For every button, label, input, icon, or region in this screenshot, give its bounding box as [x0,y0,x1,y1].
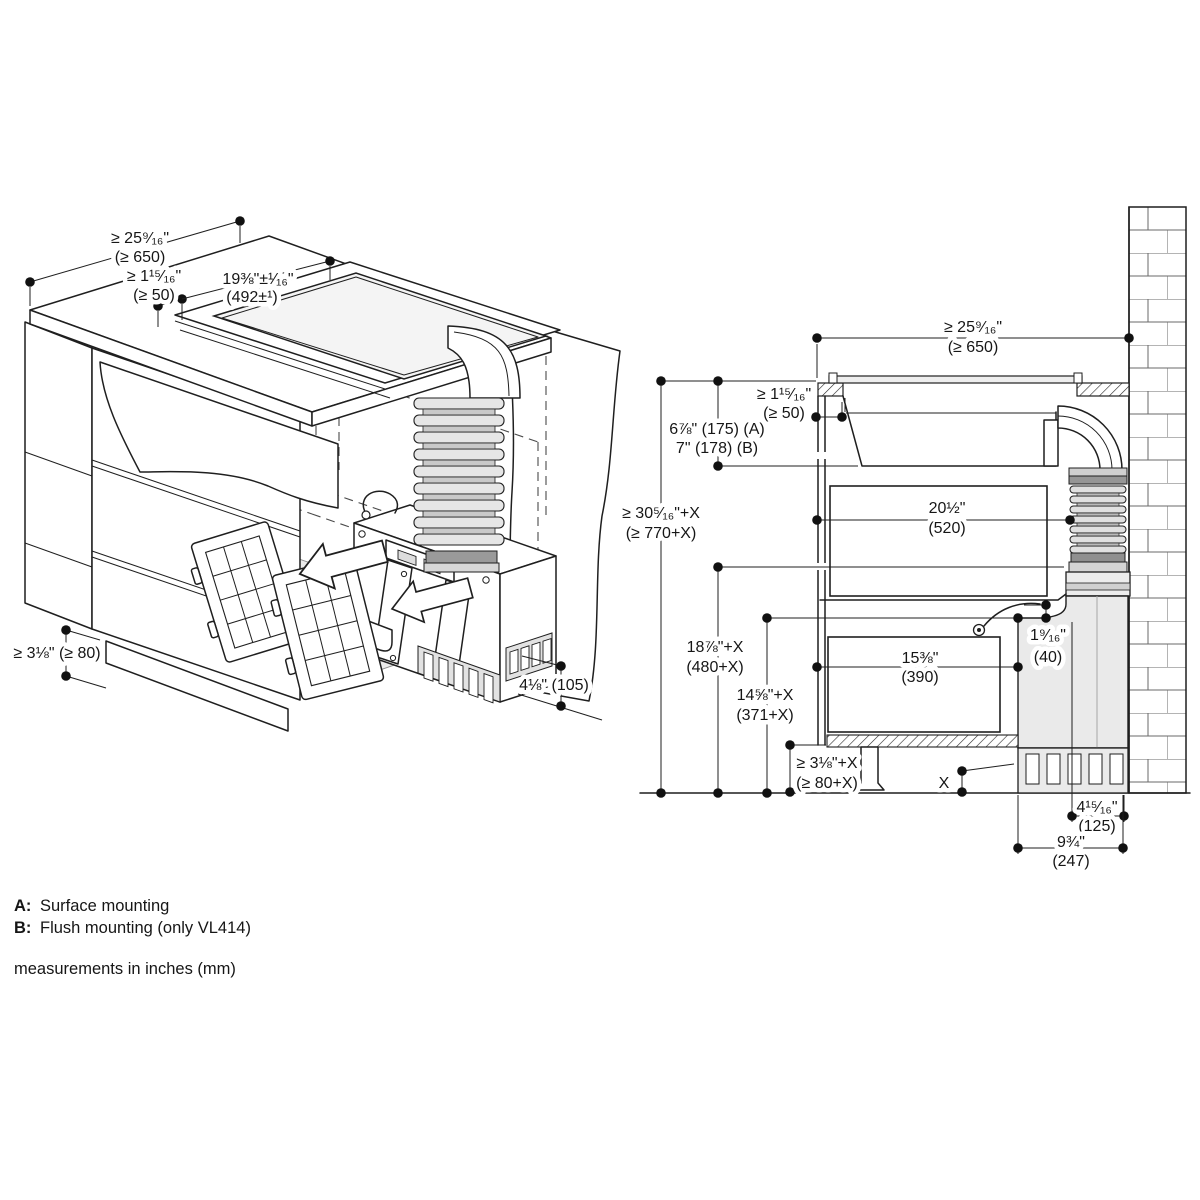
dim-rear-distance-mm: (≥ 50) [763,405,805,422]
dim-height-480-mm: (480+X) [686,659,744,676]
legend [14,897,251,978]
dim-mounting-depth-b: 7" (178) (B) [675,440,759,457]
duct-elbow-section [1058,406,1127,484]
legend-b-label: Flush mounting (only VL414) [40,919,251,937]
dim-plinth-height: ≥ 3⅛" (≥ 80) [13,645,101,662]
duct-channel [1018,596,1128,748]
flex-duct-section [1066,486,1130,596]
dim-height-480-in: 18⅞"+X [686,639,744,656]
dim-mounting-depth-a: 6⅞" (175) (A) [669,421,765,438]
dim-rear-distance-mm: (≥ 50) [133,287,175,304]
legend-b-key: B: [14,919,32,937]
dim-height-371-mm: (371+X) [736,707,794,724]
plinth-vent-grille [1018,748,1128,793]
dim-rear-distance-in: ≥ 1¹⁵⁄₁₆" [756,386,812,403]
dim-cutout-depth-mm: (492±¹) [226,289,278,306]
dim-plinth-height-in: ≥ 3⅛"+X [796,755,858,772]
dim-counter-depth-mm: (≥ 650) [947,339,999,356]
dim-total-height-mm: (≥ 770+X) [625,525,697,542]
dim-lower-clearance-mm: (390) [901,669,939,686]
brick-wall [1129,207,1186,793]
legend-a-key: A: [14,897,32,915]
cabinet-front-panel [814,396,828,745]
dim-counter-depth-in: ≥ 25⁹⁄₁₆" [110,230,170,247]
dim-duct-gap-mm: (40) [1033,649,1063,666]
cooktop-body [843,396,1058,466]
dim-lower-clearance-in: 15⅜" [901,650,939,667]
dim-outlet-height: 4⅛" (105) [519,677,589,694]
dim-cutout-depth-in: 19⅜"±¹⁄₁₆" [222,271,294,288]
right-section-view [622,207,1190,870]
dim-x-var: X [938,775,950,792]
dim-duct-width-in: 4¹⁵⁄₁₆" [1076,799,1118,816]
dim-base-width-in: 9¾" [1057,834,1085,851]
cabinet-floor [827,735,1018,747]
left-isometric-view [13,216,620,731]
dim-total-height-in: ≥ 30⁵⁄₁₆"+X [622,505,700,522]
dim-rear-distance-in: ≥ 1¹⁵⁄₁₆" [126,268,182,285]
countertop-section [818,373,1129,396]
legend-units-note: measurements in inches (mm) [14,960,236,978]
cabinet-side-panel [25,322,92,629]
cooktop-glass-section [829,376,1082,383]
dim-duct-width-mm: (125) [1078,818,1116,835]
legend-a-label: Surface mounting [40,897,170,915]
dim-duct-gap-in: 1⁹⁄₁₆" [1030,627,1066,644]
dim-plinth-height-mm: (≥ 80+X) [796,775,858,792]
plug-icon [362,511,370,519]
dim-height-371-in: 14⅝"+X [736,687,794,704]
cabinet-leg [855,747,884,790]
dim-upper-clearance-mm: (520) [928,520,966,537]
dim-counter-depth-in: ≥ 25⁹⁄₁₆" [943,319,1003,336]
dim-base-width-mm: (247) [1052,853,1090,870]
dim-counter-depth-mm: (≥ 650) [114,249,166,266]
dim-upper-clearance-in: 20½" [928,500,966,517]
